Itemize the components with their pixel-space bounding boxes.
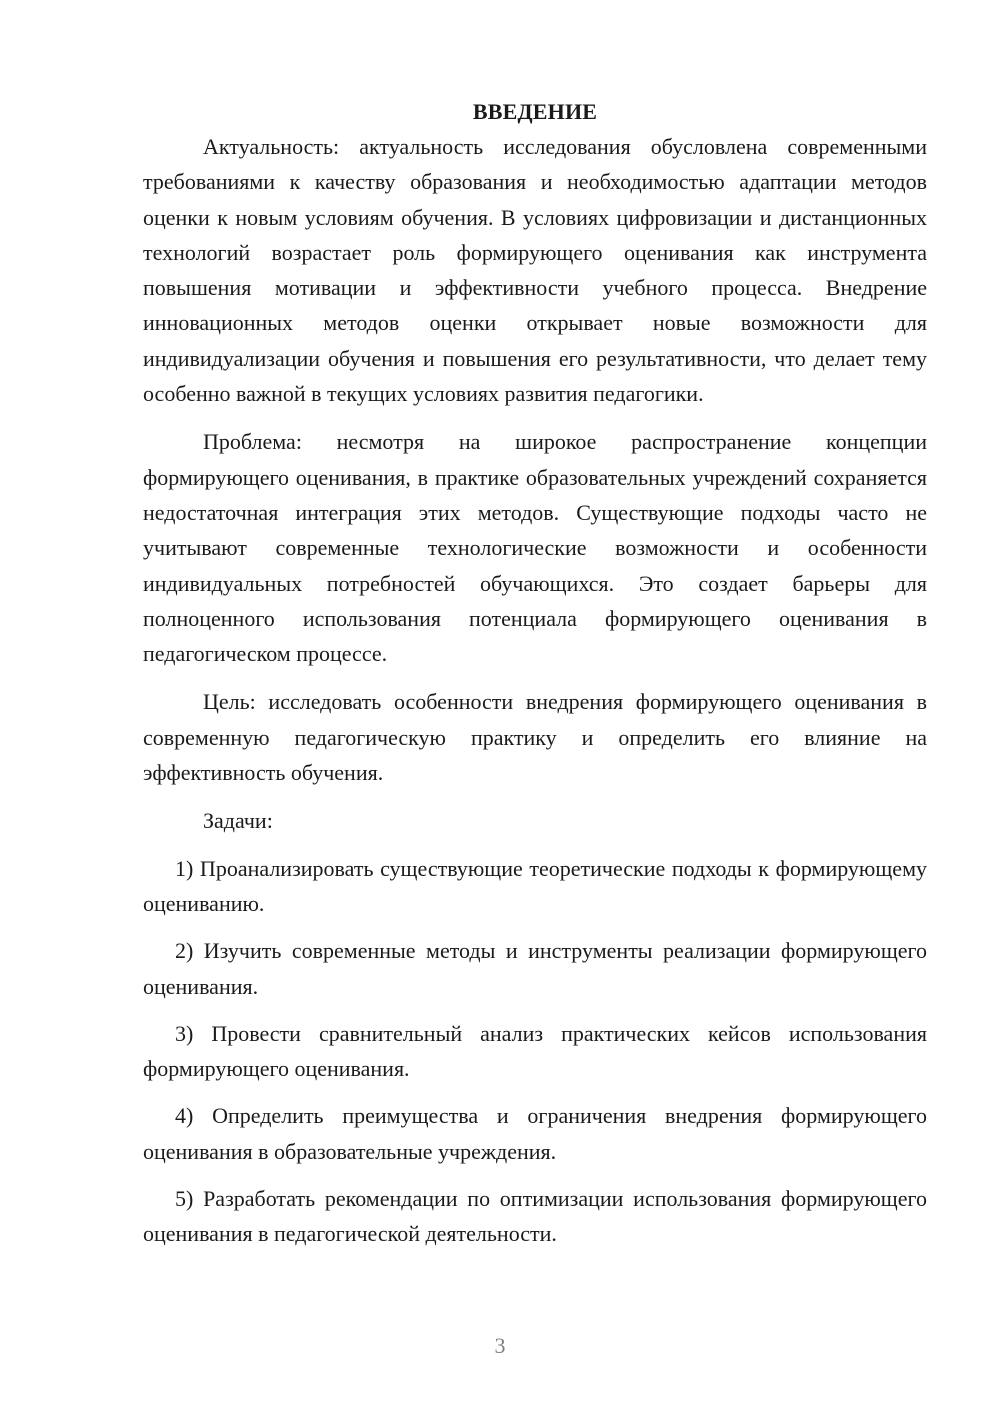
- task-item: 4) Определить преимущества и ограничения внедрения формирующего оценивания в образовательные учреждения.: [143, 1103, 927, 1164]
- paragraph-relevance: Актуальность: актуальность исследования обусловлена современными требованиями к качеству образования и необходимостью адаптации методов оценки к новым условиям обучения. В условиях цифровизации и дистанционных технологий возрастает роль формирующего оценивания как инструмента повышения мотивации и эффективности учебного процесса. Внедрение инновационных методов оценки открывает новые возможности для индивидуализации обучения и повышения его результативности, что делает тему особенно важной в текущих условиях развития педагогики.: [143, 134, 927, 407]
- task-item: 5) Разработать рекомендации по оптимизации использования формирующего оценивания в педагогической деятельности.: [143, 1186, 927, 1247]
- task-item: 1) Проанализировать существующие теоретические подходы к формирующему оцениванию.: [143, 855, 927, 916]
- page-number: 3: [494, 1333, 506, 1358]
- tasks-heading: Задачи:: [203, 808, 273, 834]
- tasks-list: [143, 851, 927, 1252]
- task-item: 3) Провести сравнительный анализ практических кейсов использования формирующего оценивания.: [143, 1020, 927, 1082]
- paragraph-goal: Цель: исследовать особенности внедрения формирующего оценивания в современную педагогическую практику и определить его влияние на эффективность обучения.: [143, 689, 927, 786]
- document-page: [143, 94, 927, 1252]
- page-title: ВВЕДЕНИЕ: [472, 99, 598, 124]
- task-item: 2) Изучить современные методы и инструменты реализации формирующего оценивания.: [143, 938, 927, 999]
- paragraph-problem: Проблема: несмотря на широкое распространение концепции формирующего оценивания, в практике образовательных учреждений сохраняется недостаточная интеграция этих методов. Существующие подходы часто не учитывают современные технологические возможности и особенности индивидуальных потребностей обучающихся. Это создает барьеры для полноценного использования потенциала формирующего оценивания в педагогическом процессе.: [143, 429, 927, 667]
